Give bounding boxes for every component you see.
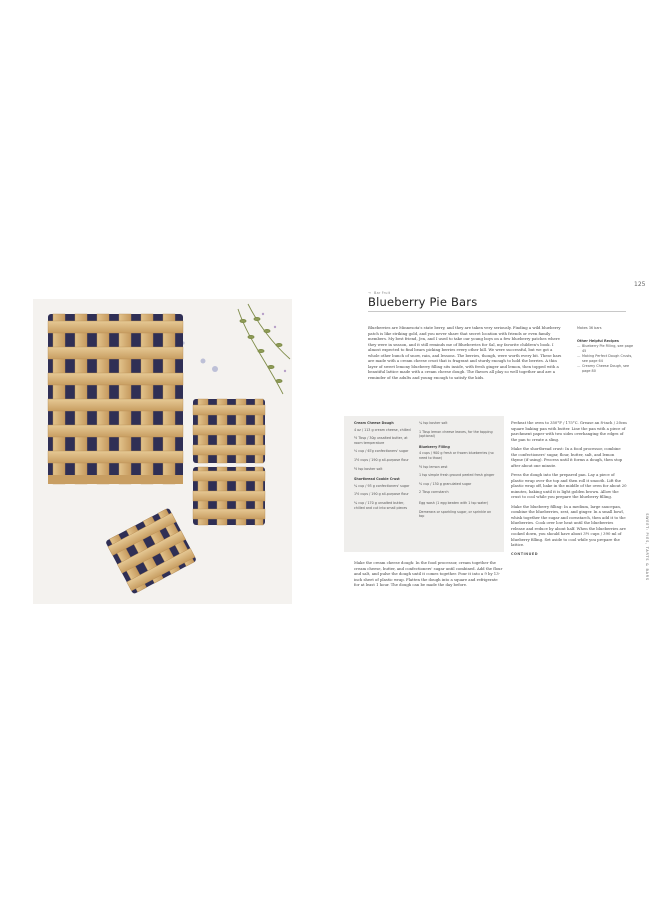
ingredient-group-heading: Shortbread Cookie Crust: [354, 477, 400, 482]
blueberry-pie-bars-photo: [33, 299, 292, 604]
ingredient-item: ¼ tsp kosher salt: [419, 421, 448, 425]
ingredient-item: 4 cups / 900 g fresh or frozen blueberries (no need to thaw): [419, 451, 494, 460]
method-step: Preheat the oven to 350°F / 175°C. Grease an 8-inch / 20cm square baking pan with butter. Line the pan with a piece of parchment paper with two sides overhanging the edges of the pan to create a sling.: [511, 420, 627, 442]
ingredient-item: 2 Tbsp cornstarch: [419, 490, 449, 495]
large-pie-bar: [48, 314, 183, 484]
ingredient-item: 1 tsp simple fresh ground peeled fresh ginger: [419, 473, 495, 478]
other-recipes-list: [577, 344, 637, 374]
other-recipe-item: — Blueberry Pie Filling, see page 45: [577, 344, 637, 354]
ingredient-group-heading: Blueberry Filling: [419, 444, 450, 449]
ingredient-item: 1½ cups / 190 g all-purpose flour: [354, 457, 409, 462]
pie-bars-illustration: [33, 299, 292, 604]
ingredient-group: [419, 421, 497, 439]
intro-paragraph: Blueberries are Minnesota's state berry, and they are taken very seriously. Finding a wild blueberry patch is like striking gold, and you never share that secret location with friends or even family members. My best friend, Jen, and I used to take our young boys on a few blueberry patches where they were in season, and it still reminds me of Blueberries for Sal, my favorite children's book. I almost expected to find bears picking berries every other hill. We were successful, but we got a whole other bunch of snow, rain, and lessons. The berries, though, were worth every bit. These bars are made with a cream cheese crust that is fragrant and sturdy enough to hold the berries. A thin layer of sweet lemony blueberry filling sits inside, with fresh ginger and lemon, then topped with a beautiful lattice made with a cream cheese dough. The flavors all play so well together and are a reminder of the adults and young enough to satisfy the kids.: [368, 325, 562, 380]
ingredient-item: ⅔ cup / 130 g granulated sugar: [419, 481, 472, 486]
chapter-spine-label: SWEET: PIES, TARTS & BARS: [645, 513, 649, 581]
method-step: Press the dough into the prepared pan. Lay a piece of plastic wrap over the top and then roll it smooth. Lift the plastic wrap off, bake in the middle of the oven for about 20 minutes, baking until it is light golden brown. Allow the crust to cool while you prepare the blueberry filling.: [511, 472, 627, 499]
ingredient-group-heading: Cream Cheese Dough: [354, 421, 394, 425]
other-recipe-item: — Making Perfect Dough Crusts, see page 64: [577, 354, 637, 364]
small-pie-bar-top: [193, 399, 265, 463]
ingredient-item: 4 oz / 113 g cream cheese, chilled: [354, 427, 411, 432]
other-recipe-item: — Creamy Cheese Dough, see page 80: [577, 364, 637, 374]
small-pie-bar-bottom: [193, 467, 265, 525]
thyme-sprig: [238, 304, 290, 394]
ingredient-item: ⅓ cup / 67g confectioners' sugar: [354, 449, 409, 454]
ingredient-item: ½ tsp lemon zest: [419, 464, 448, 469]
continued-label: CONTINUED: [511, 551, 539, 556]
ingredient-item: ½ Tbsp / 30g unsalted butter, at room temperature: [354, 436, 408, 445]
method-step: Make the blueberry filling: In a medium, large saucepan, combine the blueberries, zest, and ginger. In a small bowl, whisk together the sugar and cornstarch, then add it to the blueberries. Cook over low heat until the blueberries release and reduce by about half. When the blueberries are cooked down, you should have about 3½ cups / 390 ml of blueberry filling. Set aside to cool while you prepare the lattice.: [511, 503, 626, 547]
ingredient-item: 1½ cups / 190 g all-purpose flour: [354, 492, 409, 497]
title-divider: [368, 311, 626, 312]
method-step: Make the cream cheese dough: In the food processor, cream together the cream cheese, butter, and confectioners' sugar until combined. Add the flour and salt, and pulse the dough until it comes together. Pour it into a 9 by 13-inch sheet of plastic wrap. Flatten the dough into a square and refrigerate for at least 1 hour. The dough can be made the day before.: [354, 560, 503, 587]
recipe-title: Blueberry Pie Bars: [368, 295, 478, 309]
method-step: Make the shortbread crust: In a food processor, combine the confectioners' sugar, flour, butter, salt, and lemon thyme (if using). Process until it forms a dough, then stop after about one minute.: [511, 446, 623, 468]
yield: Makes 36 bars: [577, 326, 602, 330]
method-column: [511, 420, 627, 561]
page-number: 125: [634, 281, 646, 288]
ingredients-column-1: [354, 421, 416, 516]
section-label-text: Bar Fruit: [374, 291, 391, 295]
tilted-pie-bar: [105, 508, 197, 595]
ingredient-item: 1 Tbsp lemon cheese leaves, for the topping (optional): [419, 429, 493, 439]
ingredient-group: [419, 501, 497, 519]
ingredient-item: Egg wash (1 egg beaten with 1 tsp water): [419, 500, 489, 505]
ingredient-group: [354, 421, 416, 471]
ingredient-group: [354, 477, 416, 510]
ingredient-item: ¾ cup / 93 g confectioners' sugar: [354, 483, 410, 488]
ingredient-item: ¾ cup / 170 g unsalted butter, chilled and cut into small pieces: [354, 500, 408, 510]
ingredient-item: Demerara or sparkling sugar, or sprinkle on top: [419, 509, 492, 519]
arrow-icon: →: [368, 291, 372, 295]
ingredient-group: [419, 445, 497, 495]
ingredient-item: ½ tsp kosher salt: [354, 466, 383, 471]
ingredients-column-2: [419, 421, 497, 525]
other-recipes-heading: Other Helpful Recipes: [577, 339, 619, 343]
recipe-sidebar: [577, 326, 637, 374]
